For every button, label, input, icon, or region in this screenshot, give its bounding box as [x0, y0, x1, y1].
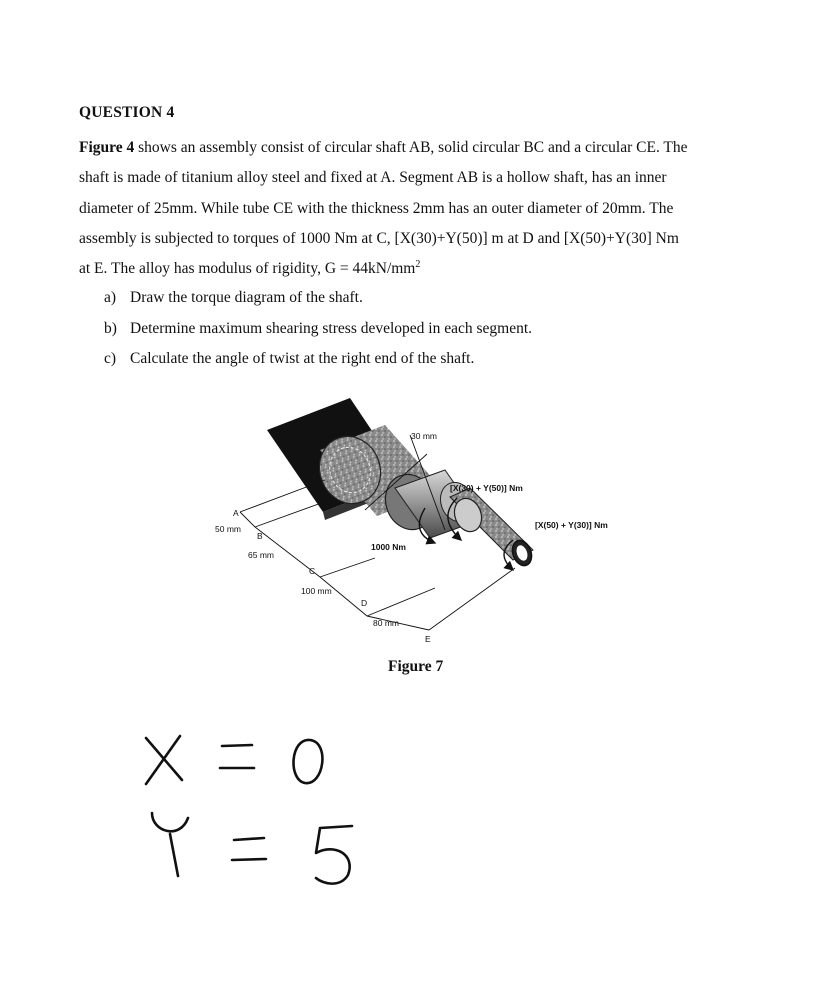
list-item — [104, 283, 532, 314]
line5-text: at E. The alloy has modulus of rigidity, G = 44kN/mm — [79, 260, 416, 278]
list-marker: c) — [104, 350, 117, 367]
paragraph-line-2: shaft is made of titanium alloy steel and fixed at A. Segment AB is a hollow shaft, has an inner — [79, 169, 667, 187]
unit-superscript: 2 — [415, 259, 421, 271]
dim-100mm-label: 100 mm — [301, 586, 332, 596]
paragraph-line-4: assembly is subjected to torques of 1000 Nm at C, [X(30)+Y(50)] m at D and [X(50)+Y(30] Nm — [79, 229, 679, 247]
paragraph-line-3: diameter of 25mm. While tube CE with the thickness 2mm has an outer diameter of 20mm. The — [79, 199, 674, 217]
point-d-label: D — [361, 598, 368, 608]
question-paragraph — [79, 133, 765, 284]
dim-50mm-label: 50 mm — [215, 524, 241, 534]
figure-reference: Figure 4 — [79, 139, 135, 156]
list-item-text: Determine maximum shearing stress developed in each segment. — [130, 319, 533, 337]
handwritten-note — [140, 728, 380, 898]
torque-c-label: 1000 Nm — [371, 542, 406, 552]
tube-segment-ce — [450, 488, 535, 568]
list-marker: a) — [104, 289, 117, 306]
question-heading: QUESTION 4 — [79, 104, 175, 121]
task-list — [104, 283, 532, 375]
point-a-label: A — [233, 508, 239, 518]
point-e-label: E — [425, 634, 431, 644]
point-c-label: C — [309, 566, 316, 576]
line1-text: shows an assembly consist of circular shaft AB, solid circular BC and a circular CE. The — [134, 139, 688, 156]
list-marker: b) — [104, 319, 117, 337]
list-item — [104, 314, 532, 345]
list-item-text: Calculate the angle of twist at the right end of the shaft. — [130, 350, 475, 367]
dim-65mm-label: 65 mm — [248, 550, 274, 560]
shaft-assembly-figure — [195, 380, 645, 650]
dim-80mm-label: 80 mm — [373, 618, 399, 628]
list-item — [104, 344, 532, 375]
figure-caption: Figure 7 — [388, 658, 444, 675]
dim-30mm-label: 30 mm — [411, 431, 437, 441]
list-item-text: Draw the torque diagram of the shaft. — [130, 289, 363, 306]
paragraph-line-5 — [79, 254, 765, 284]
point-b-label: B — [257, 531, 263, 541]
torque-d-label: [X(30) + Y(50)] Nm — [450, 483, 523, 493]
paragraph-line-1 — [79, 133, 765, 163]
torque-e-label: [X(50) + Y(30)] Nm — [535, 520, 608, 530]
